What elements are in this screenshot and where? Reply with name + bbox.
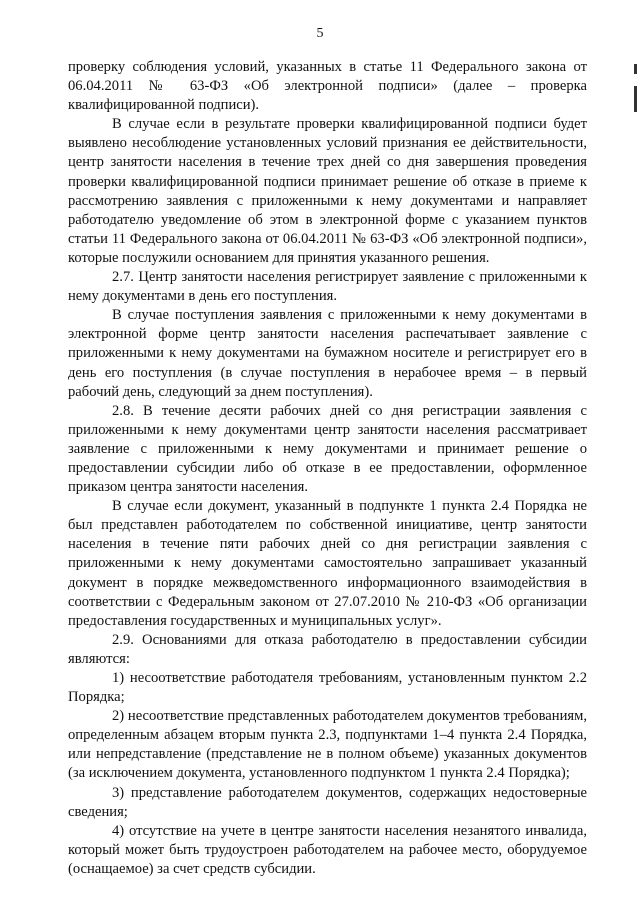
- list-item-refusal-3: 3) представление работодателем документов, содержащих недостоверные сведения;: [68, 784, 587, 820]
- scan-edge-mark: [634, 64, 637, 74]
- list-item-refusal-2: 2) несоответствие представленных работодателем документов требованиям, определенным абзацем вторым пункта 2.3, подпунктами 1–4 пункта 2.4 Порядка, или непредставление (представление не в полном объеме) указанных документов (за исключением документа, установленного подпунктом 1 пункта 2.4 Порядка);: [68, 708, 587, 782]
- scan-edge-mark: [634, 86, 637, 112]
- paragraph-2-7: 2.7. Центр занятости населения регистрирует заявление с приложенными к нему документами в день его поступления.: [68, 269, 587, 305]
- paragraph-electronic-receipt: В случае поступления заявления с приложенными к нему документами в электронной форме центр занятости населения распечатывает заявление с приложенными к нему документами на бумажном носителе и регистрирует его в день его поступления (в случае поступления в нерабочее время – в первый рабочий день, следующий за днем поступления).: [68, 307, 587, 400]
- paragraph-signature-check: проверку соблюдения условий, указанных в статье 11 Федерального закона от 06.04.2011 № 63-ФЗ «Об электронной подписи» (далее – проверка квалифицированной подписи).: [68, 59, 587, 114]
- paragraph-2-8: 2.8. В течение десяти рабочих дней со дня регистрации заявления с приложенными к нему документами центр занятости населения рассматривает заявление с приложенными к нему документами и принимает решение о предоставлении субсидии либо об отказе в ее предоставлении, оформленное приказом центра занятости населения.: [68, 402, 587, 496]
- paragraph-2-9: 2.9. Основаниями для отказа работодателю в предоставлении субсидии являются:: [68, 631, 587, 667]
- paragraph-interagency-request: В случае если документ, указанный в подпункте 1 пункта 2.4 Порядка не был представлен работодателем по собственной инициативе, центр занятости населения в течение пяти рабочих дней со дня регистрации заявления с приложенными к нему документами самостоятельно запрашивает указанный документ в порядке межведомственного информационного взаимодействия в соответствии с Федеральным законом от 27.07.2010 № 210-ФЗ «Об организации предоставления государственных и муниципальных услуг».: [68, 498, 587, 629]
- document-body: [68, 58, 587, 879]
- list-item-refusal-1: 1) несоответствие работодателя требованиям, установленным пунктом 2.2 Порядка;: [68, 670, 587, 706]
- paragraph-signature-invalid: В случае если в результате проверки квалифицированной подписи будет выявлено несоблюдение установленных условий признания ее действительности, центр занятости населения в течение трех дней со дня завершения проведения проверки квалифицированной подписи принимает решение об отказе в приеме к рассмотрению заявления с приложенными к нему документами и направляет работодателю уведомление об этом в электронной форме с указанием пунктов статьи 11 Федерального закона от 06.04.2011 № 63-ФЗ «Об электронной подписи», которые послужили основанием для принятия указанного решения.: [68, 116, 587, 266]
- page-number: 5: [316, 26, 324, 41]
- list-item-refusal-4: 4) отсутствие на учете в центре занятости населения незанятого инвалида, который может быть трудоустроен работодателем на рабочее место, оборудуемое (оснащаемое) за счет средств субсидии.: [68, 822, 587, 877]
